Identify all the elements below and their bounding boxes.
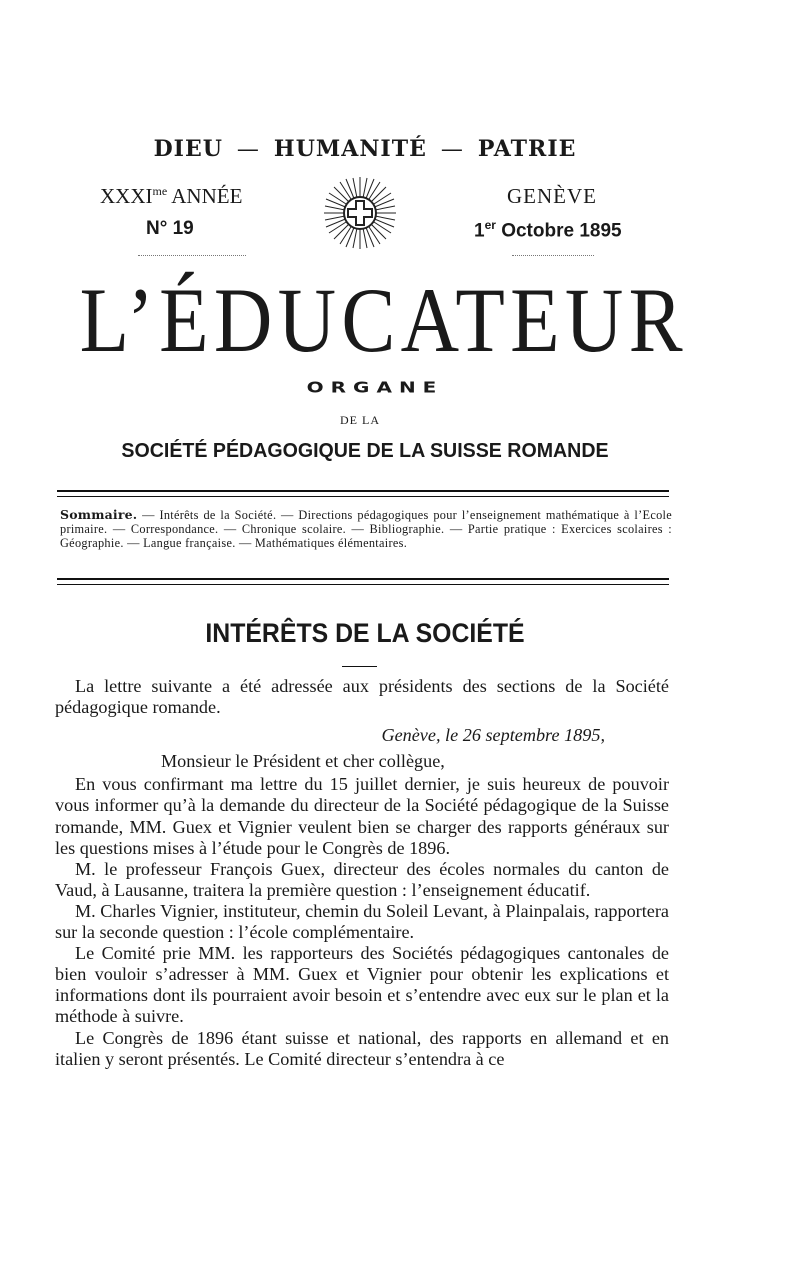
ornament-divider [138,255,246,262]
date-superscript: er [484,218,496,232]
date-day: 1 [474,220,485,242]
motto-patrie: PATRIE [477,136,577,162]
article-body [55,676,669,1070]
city: GENÈVE [507,184,597,208]
masthead-society: SOCIÉTÉ PÉDAGOGIQUE DE LA SUISSE ROMANDE [121,440,609,462]
year-word: ANNÉE [171,184,243,208]
issue-date [474,218,622,242]
double-rule [57,490,669,497]
summary-label: Sommaire. [60,507,138,522]
swiss-cross-emblem-icon [322,175,398,251]
motto-humanite: HUMANITÉ [273,136,427,162]
letter-place-date: Genève, le 26 septembre 1895, [381,725,605,746]
letter-paragraph: En vous confirmant ma lettre du 15 juillet dernier, je suis heureux de pouvoir vous informer qu’à la demande du directeur de la Société pédagogique de la Suisse romande, MM. Guex et Vignier veulent bien se charger des rapports généraux sur les questions mises à l’étude pour le Congrès de 1896. [55,774,669,858]
summary-text: — Intérêts de la Société. — Directions pédagogiques pour l’enseignement mathématique à l’Ecole primaire. — Correspondance. — Chronique scolaire. — Bibliographie. — Partie pratique : Exercices scolaires : Géographie. — Langue française. — Mathématiques élémentaires. [60,508,673,550]
motto-separator: — [440,137,464,162]
letter-paragraph: Le Comité prie MM. les rapporteurs des Sociétés pédagogiques cantonales de bien vouloir s’adresser à MM. Guex et Vignier pour obtenir les explications et informations dont ils pourraient avoir besoin et s’entendre avec eux sur le plan et la méthode à suivre. [55,943,669,1027]
motto [0,136,730,162]
motto-dieu: DIEU [153,136,223,162]
title-rule [342,666,377,667]
masthead-de-la: DE LA [340,413,380,427]
double-rule [57,578,669,585]
summary [60,508,672,550]
ornament-divider [512,255,594,262]
article-intro: La lettre suivante a été adressée aux présidents des sections de la Société pédagogique romande. [55,676,669,718]
motto-separator: — [236,137,260,162]
letter-paragraph: M. Charles Vignier, instituteur, chemin du Soleil Levant, à Plainpalais, rapportera sur la seconde question : l’école complémentaire. [55,900,669,943]
letter-salutation: Monsieur le Président et cher collègue, [161,751,445,772]
letter-paragraph: Le Congrès de 1896 étant suisse et national, des rapports en allemand et en italien y seront présentés. Le Comité directeur s’entendra à ce [55,1027,669,1069]
letter-paragraph: M. le professeur François Guex, directeur des écoles normales du canton de Vaud, à Lausanne, traitera la première question : l’enseignement éducatif. [55,858,669,900]
article-title: INTÉRÊTS DE LA SOCIÉTÉ [205,618,525,648]
issue-number: N° 19 [146,218,194,239]
issue-year [100,184,242,209]
year-roman: XXXI [100,184,153,208]
date-month-year: Octobre 1895 [501,220,622,242]
masthead-organe: ORGANE [306,378,444,396]
masthead-title: L’ÉDUCATEUR [79,269,688,371]
year-superscript: me [152,184,168,198]
